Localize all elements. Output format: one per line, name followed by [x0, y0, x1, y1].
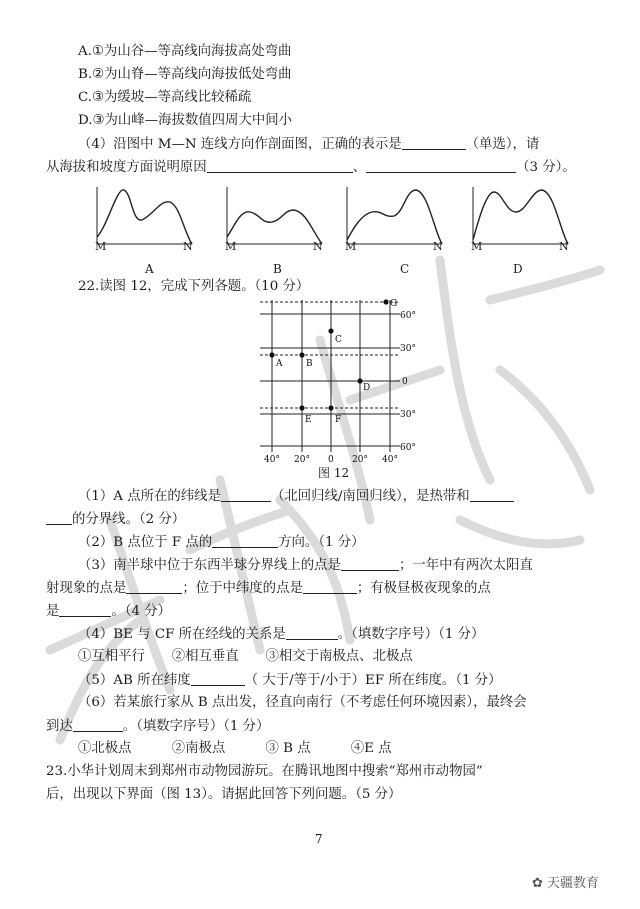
point-label: F [335, 415, 342, 425]
q22-4-options: ①互相平行 ②相互垂直 ③相交于南极点、北极点 [78, 649, 413, 664]
wechat-icon: ✿ [532, 876, 543, 891]
q22-5 [78, 671, 502, 690]
point-label: B [306, 359, 313, 369]
answer-blank[interactable] [212, 533, 278, 548]
brand-name: 天疆教育 [547, 876, 600, 891]
q22-6-options: ①北极点 ②南极点 ③ B 点 ④E 点 [78, 741, 392, 756]
profile-a-label: A [145, 262, 154, 276]
q22-4-text2: 。（填数字序号）（1 分） [337, 627, 485, 642]
q22-1-line1 [78, 487, 514, 506]
q21-option-a: A.①为山谷—等高线向海拔高处弯曲 [78, 44, 292, 59]
q22-6-text2: 。（填数字序号）（1 分） [122, 719, 270, 734]
q22-3-text: （3）南半球中位于东西半球分界线上的点是 [78, 558, 341, 573]
q22-1-text: （1）A 点所在的纬线是 [78, 489, 221, 504]
answer-blank[interactable] [191, 671, 245, 686]
point-label: E [305, 415, 312, 425]
q22-3-text4: ；位于中纬度的点是 [182, 581, 303, 596]
q22-5-text2: （ 大于/等于/小于）EF 所在纬度。（1 分） [244, 673, 502, 688]
point-label: G [390, 299, 398, 309]
q22-3-line1 [78, 556, 533, 575]
point-label: C [335, 335, 342, 345]
q21-4-text2: （单选），请 [465, 137, 540, 152]
lon-label: 20° [352, 455, 368, 464]
page-number: 7 [315, 832, 323, 846]
point-label: D [363, 383, 371, 393]
q22-title: 22.读图 12，完成下列各题。（10 分） [78, 279, 310, 294]
q22-2 [78, 533, 365, 552]
lon-label: 20° [294, 455, 310, 464]
q21-4-score: （3 分）。 [516, 160, 576, 175]
q22-1-text3: 的分界线。（2 分） [72, 512, 186, 527]
q22-3-text2: ；一年中有两次太阳直 [398, 558, 533, 573]
q22-1-line2 [46, 510, 185, 529]
point-e [299, 405, 304, 410]
answer-blank[interactable] [286, 625, 338, 640]
profile-d-label: D [513, 262, 523, 276]
answer-blank[interactable] [221, 487, 271, 502]
profile-d-m: M [471, 240, 483, 253]
point-d [357, 378, 362, 383]
answer-blank[interactable] [126, 579, 182, 594]
q22-3-line3 [46, 602, 171, 621]
answer-blank[interactable] [59, 602, 111, 617]
point-b [299, 352, 304, 357]
answer-blank[interactable] [470, 487, 514, 502]
point-label: A [276, 359, 283, 369]
q22-6-text: 到达 [46, 719, 73, 734]
q22-1-text2: （北回归线/南回归线），是热带和 [270, 489, 470, 504]
figure-12-grid [250, 294, 420, 464]
q21-4-text3: 从海拔和坡度方面说明原因 [46, 160, 207, 175]
q22-3-text6: 是 [46, 604, 60, 619]
q21-option-b: B.②为山脊—等高线向海拔低处弯曲 [78, 67, 292, 82]
q21-option-d: D.③为山峰—海拔数值四周大中间小 [78, 113, 292, 128]
q21-option-c: C.③为缓坡—等高线比较稀疏 [78, 90, 252, 105]
q22-3-text3: 射现象的点是 [46, 581, 127, 596]
q22-2-text2: 方向。（1 分） [278, 535, 365, 550]
answer-blank[interactable] [402, 135, 466, 150]
lat-label: 60° [400, 311, 416, 321]
profile-a-m: M [95, 240, 107, 253]
q23-line2: 后，出现以下界面（图 13）。请据此回答下列问题。（5 分） [46, 787, 402, 802]
q22-5-text: （5）AB 所在纬度 [78, 673, 191, 688]
profile-a-n: N [183, 240, 193, 253]
lon-label: 40° [264, 455, 280, 464]
lat-label: 30° [400, 410, 416, 420]
q21-4-sep: 、 [352, 160, 367, 175]
point-g [383, 299, 388, 304]
profile-b-label: B [273, 262, 282, 276]
lat-label: 0 [402, 377, 408, 387]
figure-12-caption: 图 12 [318, 466, 350, 480]
point-c [328, 328, 333, 333]
brand-logo [532, 872, 599, 891]
lat-label: 30° [400, 344, 416, 354]
profile-d-n: N [559, 240, 569, 253]
answer-blank[interactable] [207, 158, 353, 173]
profile-c-m: M [345, 240, 357, 253]
q21-4-text: （4）沿图中 M—N 连线方向作剖面图，正确的表示是 [78, 137, 402, 152]
profile-c-label: C [400, 262, 410, 276]
q21-4-line2 [46, 158, 576, 177]
answer-blank[interactable] [73, 717, 123, 732]
q22-4 [78, 625, 484, 644]
q22-3-line2 [46, 579, 491, 598]
profile-b-m: M [225, 240, 237, 253]
answer-blank[interactable] [366, 158, 516, 173]
lon-label: 40° [382, 455, 398, 464]
q22-6-line1: （6）若某旅行家从 B 点出发，径直向南行（不考虑任何环境因素），最终会 [78, 695, 527, 710]
profile-c-n: N [433, 240, 443, 253]
q22-6-line2 [46, 717, 269, 736]
lat-label: 60° [400, 443, 416, 453]
answer-blank[interactable] [341, 556, 399, 571]
profile-b-n: N [313, 240, 323, 253]
q22-3-text7: 。（4 分） [111, 604, 172, 619]
point-f [328, 405, 333, 410]
q21-4-line1 [78, 135, 539, 154]
answer-blank[interactable] [303, 579, 357, 594]
q22-2-text: （2）B 点位于 F 点的 [78, 535, 213, 550]
point-a [269, 352, 274, 357]
answer-blank[interactable] [46, 510, 72, 525]
q23-line1: 23.小华计划周末到郑州市动物园游玩。在腾讯地图中搜索“郑州市动物园” [46, 764, 483, 779]
lon-label: 0 [328, 455, 334, 464]
q22-3-text5: ；有极昼极夜现象的点 [356, 581, 491, 596]
q22-4-text: （4）BE 与 CF 所在经线的关系是 [78, 627, 286, 642]
